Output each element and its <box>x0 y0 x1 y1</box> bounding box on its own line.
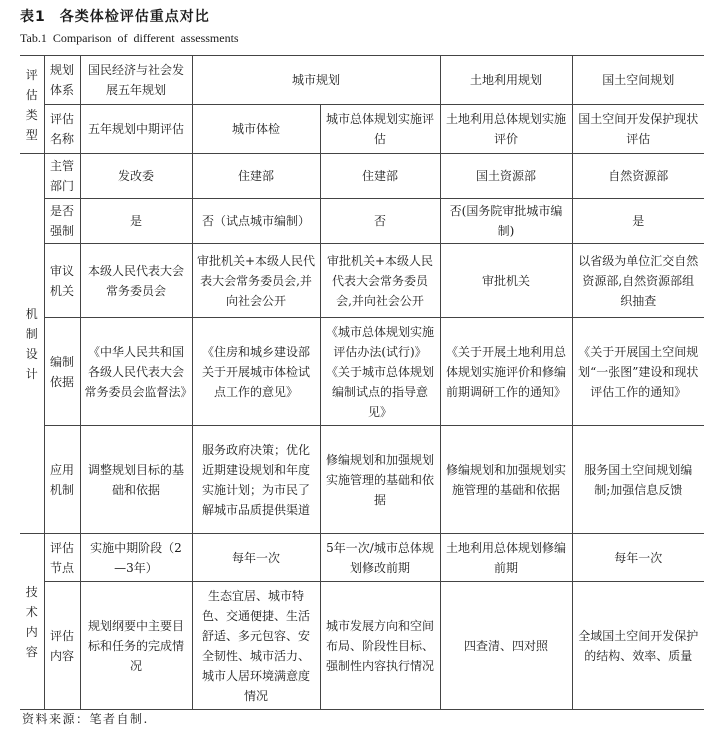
content-group-label: 技术内容 <box>20 534 44 710</box>
table-cell: 《住房和城乡建设部关于开展城市体检试点工作的意见》 <box>192 318 320 426</box>
table-cell: 《中华人民共和国各级人民代表大会常务委员会监督法》 <box>80 318 192 426</box>
table-row <box>20 426 704 534</box>
table-cell: 5年一次/城市总体规划修改前期 <box>320 534 440 582</box>
table-cell: 每年一次 <box>572 534 704 582</box>
table-cell: 修编规划和加强规划实施管理的基础和依据 <box>440 426 572 534</box>
table-cell: 服务政府决策；优化近期建设规划和年度实施计划；为市民了解城市品质提供渠道 <box>192 426 320 534</box>
table-cell: 否（试点城市编制） <box>192 199 320 244</box>
table-cell: 是 <box>572 199 704 244</box>
table-row <box>20 534 704 582</box>
table-cell: 本级人民代表大会常务委员会 <box>80 244 192 318</box>
row-label: 是否强制 <box>44 199 80 244</box>
name-cell: 土地利用总体规划实施评价 <box>440 105 572 154</box>
source-note: 资料来源：笔者自制. <box>22 712 149 726</box>
table-cell: 土地利用总体规划修编前期 <box>440 534 572 582</box>
table-number: 表1 <box>20 9 46 25</box>
table-cell: 每年一次 <box>192 534 320 582</box>
table-cell: 实施中期阶段（2—3年） <box>80 534 192 582</box>
row-label: 编制依据 <box>44 318 80 426</box>
table-cell: 是 <box>80 199 192 244</box>
table-cell: 否 <box>320 199 440 244</box>
table-cell: 服务国土空间规划编制;加强信息反馈 <box>572 426 704 534</box>
table-row <box>20 199 704 244</box>
table-cell: 自然资源部 <box>572 154 704 199</box>
eval-type-header: 评估类型 <box>20 56 44 154</box>
table-cell: 审批机关+本级人民代表大会常务委员会,并向社会公开 <box>192 244 320 318</box>
row-label: 应用机制 <box>44 426 80 534</box>
table-title <box>20 6 210 26</box>
name-cell: 城市总体规划实施评估 <box>320 105 440 154</box>
table-cell: 以省级为单位汇交自然资源部,自然资源部组织抽查 <box>572 244 704 318</box>
table-cell: 国土资源部 <box>440 154 572 199</box>
name-cell: 五年规划中期评估 <box>80 105 192 154</box>
table-row <box>20 56 704 105</box>
row-label: 评估内容 <box>44 582 80 710</box>
row-label: 评估节点 <box>44 534 80 582</box>
urban-plan-header: 城市规划 <box>192 56 440 105</box>
land-plan-header: 土地利用规划 <box>440 56 572 105</box>
table-row <box>20 154 704 199</box>
table-cell: 审批机关 <box>440 244 572 318</box>
table-cell: 《城市总体规划实施评估办法(试行)》《关于城市总体规划编制试点的指导意见》 <box>320 318 440 426</box>
row-label: 审议机关 <box>44 244 80 318</box>
table-cell: 规划纲要中主要目标和任务的完成情况 <box>80 582 192 710</box>
table-cell: 住建部 <box>320 154 440 199</box>
spatial-plan-header: 国土空间规划 <box>572 56 704 105</box>
table-cell: 修编规划和加强规划实施管理的基础和依据 <box>320 426 440 534</box>
table-row <box>20 105 704 154</box>
national-plan-header: 国民经济与社会发展五年规划 <box>80 56 192 105</box>
table-cell: 四查清、四对照 <box>440 582 572 710</box>
plan-system-header: 规划体系 <box>44 56 80 105</box>
table-cell: 城市发展方向和空间布局、阶段性目标、强制性内容执行情况 <box>320 582 440 710</box>
table-cell: 否(国务院审批城市编制) <box>440 199 572 244</box>
table-cell: 生态宜居、城市特色、交通便捷、生活舒适、多元包容、安全韧性、城市活力、城市人居环境满意度情况 <box>192 582 320 710</box>
name-cell: 城市体检 <box>192 105 320 154</box>
table-row <box>20 318 704 426</box>
table-cell: 《关于开展土地利用总体规划实施评价和修编前期调研工作的通知》 <box>440 318 572 426</box>
table-title-english: Tab.1 Comparison of different assessments <box>20 31 239 45</box>
table-row <box>20 582 704 710</box>
row-label: 主管部门 <box>44 154 80 199</box>
comparison-table <box>20 55 704 710</box>
name-cell: 国土空间开发保护现状评估 <box>572 105 704 154</box>
table-title-text: 各类体检评估重点对比 <box>59 9 210 25</box>
table-cell: 《关于开展国土空间规划“一张图”建设和现状评估工作的通知》 <box>572 318 704 426</box>
eval-name-header: 评估名称 <box>44 105 80 154</box>
table-cell: 审批机关+本级人民代表大会常务委员会,并向社会公开 <box>320 244 440 318</box>
table-row <box>20 244 704 318</box>
table-cell: 住建部 <box>192 154 320 199</box>
mechanism-group-label: 机制设计 <box>20 154 44 534</box>
table-cell: 调整规划目标的基础和依据 <box>80 426 192 534</box>
table-cell: 发改委 <box>80 154 192 199</box>
table-cell: 全域国土空间开发保护的结构、效率、质量 <box>572 582 704 710</box>
